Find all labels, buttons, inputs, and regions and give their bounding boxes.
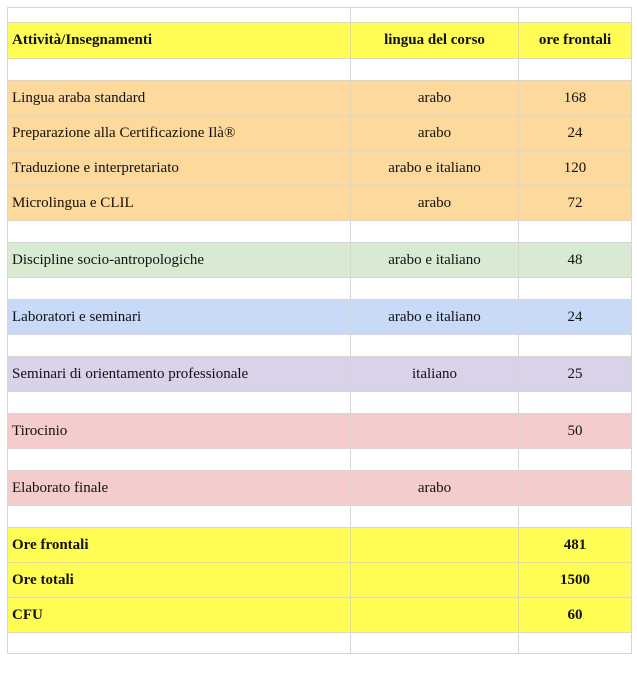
spacer-row — [8, 633, 632, 654]
total-row — [8, 598, 632, 633]
activity-cell: Laboratori e seminari — [8, 300, 351, 335]
table-row — [8, 300, 632, 335]
table-row — [8, 186, 632, 221]
spacer-row — [8, 506, 632, 528]
activity-cell: Preparazione alla Certificazione Ilà® — [8, 116, 351, 151]
language-cell: italiano — [351, 357, 519, 392]
activity-cell: Microlingua e CLIL — [8, 186, 351, 221]
total-value: 60 — [519, 598, 632, 633]
language-cell: arabo — [351, 186, 519, 221]
table-row — [8, 81, 632, 116]
total-row — [8, 563, 632, 598]
table-row — [8, 243, 632, 278]
hours-cell: 48 — [519, 243, 632, 278]
language-cell: arabo e italiano — [351, 300, 519, 335]
header-hours: ore frontali — [519, 23, 632, 59]
activity-cell: Lingua araba standard — [8, 81, 351, 116]
hours-cell: 168 — [519, 81, 632, 116]
hours-cell: 72 — [519, 186, 632, 221]
hours-cell: 50 — [519, 414, 632, 449]
total-label: CFU — [8, 598, 351, 633]
header-row — [8, 23, 632, 59]
language-cell: arabo — [351, 471, 519, 506]
total-row — [8, 528, 632, 563]
total-value: 1500 — [519, 563, 632, 598]
spacer-row — [8, 392, 632, 414]
activity-cell: Seminari di orientamento professionale — [8, 357, 351, 392]
table-row — [8, 357, 632, 392]
activity-cell: Discipline socio-antropologiche — [8, 243, 351, 278]
total-label: Ore frontali — [8, 528, 351, 563]
hours-cell — [519, 471, 632, 506]
activity-cell: Elaborato finale — [8, 471, 351, 506]
activity-cell: Tirocinio — [8, 414, 351, 449]
language-cell — [351, 414, 519, 449]
language-cell: arabo — [351, 81, 519, 116]
language-cell: arabo — [351, 116, 519, 151]
table-row — [8, 414, 632, 449]
hours-cell: 24 — [519, 300, 632, 335]
spacer-row — [8, 8, 632, 23]
total-value: 481 — [519, 528, 632, 563]
table-row — [8, 116, 632, 151]
curriculum-table — [7, 7, 632, 654]
hours-cell: 25 — [519, 357, 632, 392]
hours-cell: 24 — [519, 116, 632, 151]
empty-cell — [351, 563, 519, 598]
table-row — [8, 471, 632, 506]
language-cell: arabo e italiano — [351, 243, 519, 278]
spacer-row — [8, 221, 632, 243]
table-row — [8, 151, 632, 186]
empty-cell — [351, 528, 519, 563]
total-label: Ore totali — [8, 563, 351, 598]
spacer-row — [8, 278, 632, 300]
header-activity: Attività/Insegnamenti — [8, 23, 351, 59]
activity-cell: Traduzione e interpretariato — [8, 151, 351, 186]
language-cell: arabo e italiano — [351, 151, 519, 186]
spacer-row — [8, 59, 632, 81]
header-language: lingua del corso — [351, 23, 519, 59]
spacer-row — [8, 449, 632, 471]
spacer-row — [8, 335, 632, 357]
empty-cell — [351, 598, 519, 633]
hours-cell: 120 — [519, 151, 632, 186]
